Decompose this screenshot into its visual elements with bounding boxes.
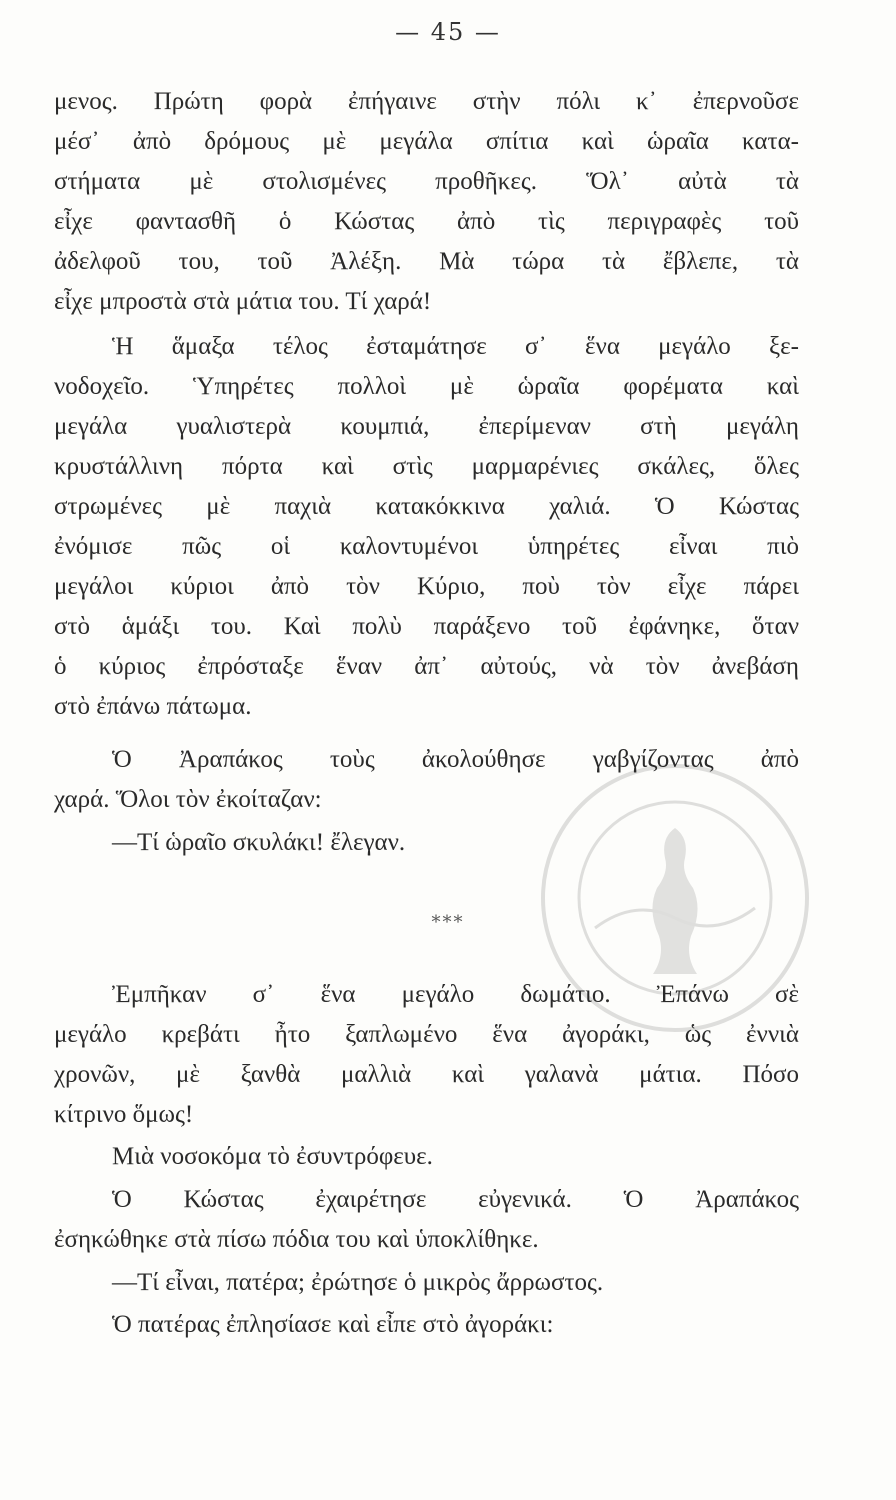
text-line: Ὁ Κώστας ἐχαιρέτησε εὐγενικά. Ὁ Ἀραπάκος bbox=[112, 1186, 799, 1213]
text-line: νοδοχεῖο. Ὑπηρέτες πολλοὶ μὲ ὡραῖα φορέματα καὶ bbox=[54, 373, 799, 400]
text-line: μενος. Πρώτη φορὰ ἐπήγαινε στὴν πόλι κ᾽ ἐπερνοῦσε bbox=[54, 88, 799, 115]
text-line: μεγάλα γυαλιστερὰ κουμπιά, ἐπερίμεναν στὴ μεγάλη bbox=[54, 413, 799, 440]
text-line: στήματα μὲ στολισμένες προθῆκες. Ὅλ᾽ αὐτὰ τὰ bbox=[54, 168, 799, 195]
text-line: χαρά. Ὅλοι τὸν ἐκοίταζαν: bbox=[54, 786, 322, 813]
text-line: Ὁ πατέρας ἐπλησίασε καὶ εἶπε στὸ ἀγοράκι: bbox=[112, 1311, 554, 1338]
text-line: —Τί ὡραῖο σκυλάκι! ἔλεγαν. bbox=[112, 829, 406, 856]
text-line: μέσ᾽ ἀπὸ δρόμους μὲ μεγάλα σπίτια καὶ ὡραῖα κατα- bbox=[54, 128, 799, 155]
text-line: στὸ ἐπάνω πάτωμα. bbox=[54, 693, 252, 720]
text-line: εἶχε μπροστὰ στὰ μάτια του. Τί χαρά! bbox=[54, 288, 432, 315]
text-line: στὸ ἁμάξι του. Καὶ πολὺ παράξενο τοῦ ἐφάνηκε, ὅταν bbox=[54, 613, 799, 640]
text-line: ἀδελφοῦ του, τοῦ Ἀλέξη. Μὰ τώρα τὰ ἔβλεπε, τὰ bbox=[54, 248, 799, 275]
text-line: κρυστάλλινη πόρτα καὶ στὶς μαρμαρένιες σκάλες, ὅλες bbox=[54, 453, 799, 480]
text-line: ἐσηκώθηκε στὰ πίσω πόδια του καὶ ὑποκλίθηκε. bbox=[54, 1226, 539, 1253]
text-line: ὁ κύριος ἐπρόσταξε ἕναν ἀπ᾽ αὐτούς, νὰ τὸν ἀνεβάση bbox=[54, 653, 799, 680]
page-number: — 45 — bbox=[395, 18, 501, 46]
text-line: ἐνόμισε πῶς οἱ καλοντυμένοι ὑπηρέτες εἶναι πιὸ bbox=[54, 533, 799, 560]
text-line: —Τί εἶναι, πατέρα; ἐρώτησε ὁ μικρὸς ἄρρωστος. bbox=[112, 1269, 604, 1296]
text-line: Μιὰ νοσοκόμα τὸ ἐσυντρόφευε. bbox=[112, 1143, 433, 1170]
text-line: εἶχε φαντασθῆ ὁ Κώστας ἀπὸ τὶς περιγραφὲς τοῦ bbox=[54, 208, 799, 235]
section-separator: *** bbox=[431, 912, 465, 933]
text-line: μεγάλοι κύριοι ἀπὸ τὸν Κύριο, ποὺ τὸν εἶχε πάρει bbox=[54, 573, 799, 600]
text-line: Ὁ Ἀραπάκος τοὺς ἀκολούθησε γαβγίζοντας ἀπὸ bbox=[112, 746, 799, 773]
text-line: στρωμένες μὲ παχιὰ κατακόκκινα χαλιά. Ὁ Κώστας bbox=[54, 493, 799, 520]
text-line: Ἐμπῆκαν σ᾽ ἕνα μεγάλο δωμάτιο. Ἐπάνω σὲ bbox=[112, 981, 799, 1008]
text-line: Ἡ ἅμαξα τέλος ἐσταμάτησε σ᾽ ἕνα μεγάλο ξε- bbox=[112, 333, 799, 360]
text-line: μεγάλο κρεβάτι ἦτο ξαπλωμένο ἕνα ἀγοράκι, ὡς ἐννιὰ bbox=[54, 1021, 799, 1048]
text-line: κίτρινο ὅμως! bbox=[54, 1101, 194, 1128]
text-line: χρονῶν, μὲ ξανθὰ μαλλιὰ καὶ γαλανὰ μάτια. Πόσο bbox=[54, 1061, 799, 1088]
